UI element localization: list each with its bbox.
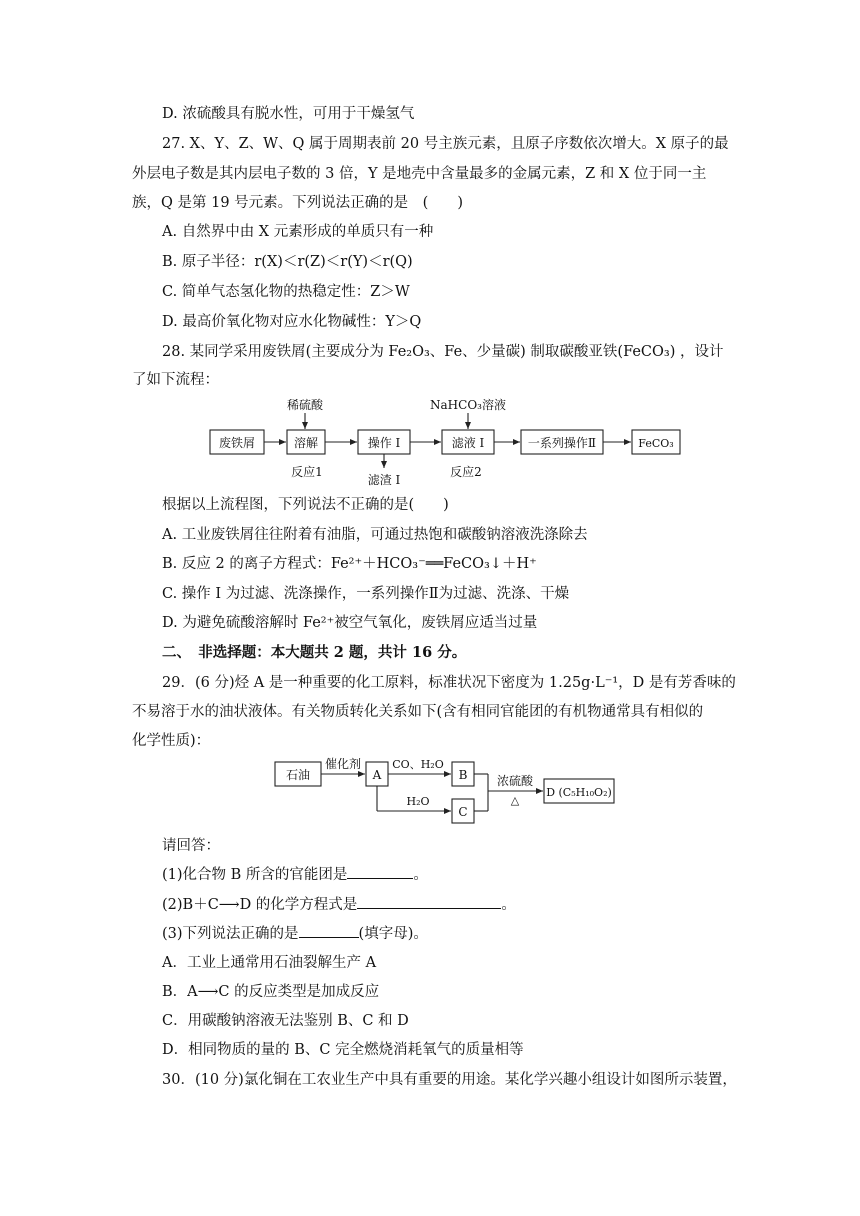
q29-reaction-diagram [270,754,620,826]
q29-sub-1-blank[interactable] [347,865,413,879]
q28-flow-diagram [200,392,690,490]
q29-box-a-label: A [372,768,382,782]
q29-prompt: 请回答： [162,838,220,854]
q27-stem-line-3: 族，Q 是第 19 号元素。下列说法正确的是 ( ) [132,195,463,211]
q29-box-oil-label: 石油 [285,768,311,782]
q29-label-catalyst: 催化剂 [324,757,362,771]
q29-sub-2-blank[interactable] [357,895,501,909]
q29-option-c: C．用碳酸钠溶液无法鉴别 B、C 和 D [162,1013,409,1029]
q29-label-co-h2o: CO、H₂O [392,758,444,771]
q29-label-acid: 浓硫酸 [496,774,534,788]
q28-box-1-label: 废铁屑 [218,436,256,450]
q28-option-d: D. 为避免硫酸溶解时 Fe²⁺被空气氧化，废铁屑应适当过量 [162,615,538,631]
q29-sub-3-end: (填字母)。 [358,926,428,942]
q28-label-reaction-2: 反应2 [450,465,482,479]
q29-sub-3-blank[interactable] [299,924,359,938]
q29-box-b-label: B [458,768,468,782]
q29-stem-line-2: 不易溶于水的油状液体。有关物质转化关系如下(含有相同官能团的有机物通常具有相似的 [132,704,704,720]
q28-box-4-label: 滤液 I [451,436,485,450]
q29-option-a: A．工业上通常用石油裂解生产 A [162,955,377,971]
q29-sub-2-text: (2)B＋C⟶D 的化学方程式是 [162,897,358,913]
q29-option-d: D．相同物质的量的 B、C 完全燃烧消耗氧气的质量相等 [162,1042,524,1058]
q27-option-d: D. 最高价氧化物对应水化物碱性：Y＞Q [162,314,422,330]
q28-box-5-label: 一系列操作Ⅱ [527,436,597,450]
q29-box-c-label: C [458,805,468,819]
q29-label-h2o: H₂O [406,795,430,808]
q27-stem-line-2: 外层电子数是其内层电子数的 3 倍，Y 是地壳中含量最多的金属元素，Z 和 X 位于同一主 [132,166,707,182]
q28-question: 根据以上流程图，下列说法不正确的是( ) [162,497,449,513]
q29-sub-1 [162,865,732,885]
q29-sub-2 [162,895,732,915]
q29-label-heat: △ [510,794,520,807]
q27-option-b: B. 原子半径：r(X)＜r(Z)＜r(Y)＜r(Q) [162,254,413,270]
q28-option-b: B. 反应 2 的离子方程式：Fe²⁺＋HCO₃⁻══FeCO₃↓＋H⁺ [162,556,537,572]
q29-box-d-label: D (C₅H₁₀O₂) [546,786,612,799]
q28-stem-line-1: 28. 某同学采用废铁屑(主要成分为 Fe₂O₃、Fe、少量碳) 制取碳酸亚铁(FeCO₃) ，设计 [162,344,724,360]
q27-option-c: C. 简单气态氢化物的热稳定性：Z＞W [162,284,410,300]
q29-stem-line-1: 29．(6 分)烃 A 是一种重要的化工原料，标准状况下密度为 1.25g·L⁻¹，D 是有芳香味的 [162,675,736,691]
q27-option-a: A. 自然界中由 X 元素形成的单质只有一种 [162,224,434,240]
q28-reagent-1: 稀硫酸 [286,398,324,412]
q26-option-d: D. 浓硫酸具有脱水性，可用于干燥氢气 [162,106,415,122]
q29-sub-3 [162,924,732,944]
q28-label-residue: 滤渣 I [367,473,401,487]
q29-sub-1-end: 。 [413,867,428,883]
section-2-title: 二、 非选择题：本大题共 2 题，共计 16 分。 [162,644,467,661]
q28-option-c: C. 操作 I 为过滤、洗涤操作，一系列操作Ⅱ为过滤、洗涤、干燥 [162,586,570,602]
q28-box-2-label: 溶解 [293,436,319,450]
q29-sub-1-text: (1)化合物 B 所含的官能团是 [162,867,348,883]
q29-sub-3-text: (3)下列说法正确的是 [162,926,299,942]
q27-stem-line-1: 27. X、Y、Z、W、Q 属于周期表前 20 号主族元素，且原子序数依次增大。X 原子的最 [162,136,729,152]
q28-box-3-label: 操作 I [367,436,401,450]
q29-sub-2-end: 。 [501,897,516,913]
q28-box-6-label: FeCO₃ [638,437,674,450]
q29-option-b: B．A⟶C 的反应类型是加成反应 [162,984,380,1000]
q30-stem-line-1: 30．(10 分)氯化铜在工农业生产中具有重要的用途。某化学兴趣小组设计如图所示装置， [162,1072,737,1088]
q28-stem-line-2: 了如下流程： [132,372,219,388]
q28-label-reaction-1: 反应1 [291,465,323,479]
q29-stem-line-3: 化学性质)： [132,733,211,749]
q28-option-a: A. 工业废铁屑往往附着有油脂，可通过热饱和碳酸钠溶液洗涤除去 [162,527,588,543]
q28-reagent-2: NaHCO₃溶液 [430,398,506,412]
